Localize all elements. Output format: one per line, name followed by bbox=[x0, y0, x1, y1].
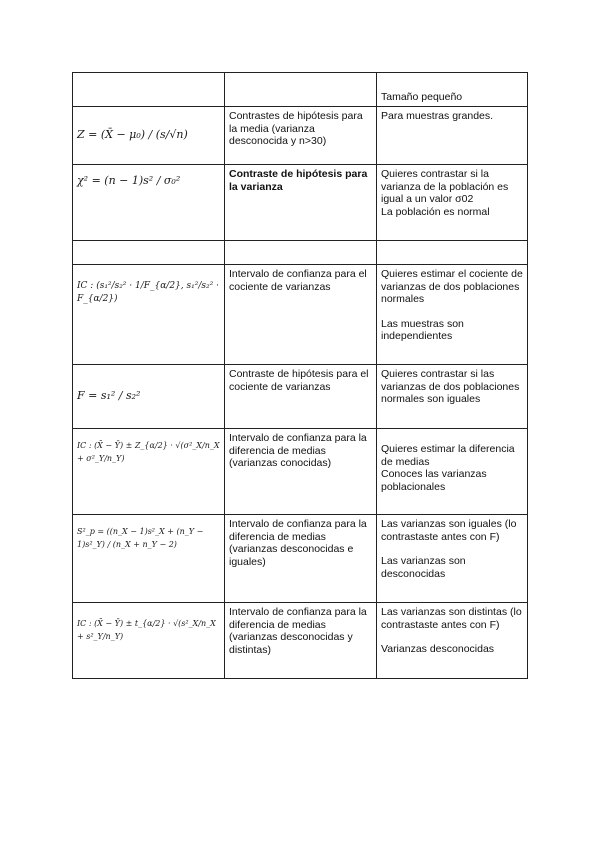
table-row bbox=[73, 73, 528, 107]
formula-ic-variance-ratio: IC : (s₁²/s₂² · 1/F_{α/2}, s₁²/s₂² · F_{α/2}) bbox=[77, 281, 219, 304]
description-cell bbox=[225, 265, 377, 365]
formula-pooled-variance: S²_p = ((n_X − 1)s²_X + (n_Y − 1)s²_Y) / (n_X + n_Y − 2) bbox=[77, 527, 204, 549]
notes-text: Varianzas desconocidas bbox=[381, 643, 495, 655]
description-cell bbox=[225, 107, 377, 165]
formula-cell bbox=[73, 365, 225, 429]
formula-ic-means-known: IC : (X̄ − Ȳ) ± Z_{α/2} · √(σ²_X/n_X + σ²_Y/n_Y) bbox=[77, 441, 220, 463]
notes-text: Quieres contrastar si las varianzas de dos poblaciones normales son iguales bbox=[381, 368, 520, 405]
formula-ic-means-unknown: IC : (X̄ − Ȳ) ± t_{α/2} · √(s²_X/n_X + s²_Y/n_Y) bbox=[77, 619, 216, 641]
description-cell bbox=[225, 429, 377, 515]
notes-text: Quieres contrastar si la varianza de la población es igual a un valor σ02 bbox=[381, 168, 509, 205]
formula-cell bbox=[73, 429, 225, 515]
table-row bbox=[73, 515, 528, 603]
description-text: Intervalo de confianza para la diferencia de medias (varianzas desconocidas y distintas) bbox=[229, 606, 367, 656]
notes-text: Quieres estimar la diferencia de medias bbox=[381, 443, 515, 468]
description-cell bbox=[225, 515, 377, 603]
notes-text: Para muestras grandes. bbox=[381, 110, 494, 122]
notes-cell bbox=[377, 165, 528, 241]
notes-text: Tamaño pequeño bbox=[381, 90, 463, 103]
notes-cell bbox=[377, 515, 528, 603]
table-row bbox=[73, 603, 528, 679]
description-cell bbox=[225, 241, 377, 265]
notes-cell bbox=[377, 241, 528, 265]
description-text: Intervalo de confianza para el cociente de varianzas bbox=[229, 268, 367, 293]
formula-f: F = s₁² / s₂² bbox=[77, 389, 141, 403]
formula-z: Z = (X̄ − μ₀) / (s/√n) bbox=[77, 128, 188, 142]
formula-cell bbox=[73, 107, 225, 165]
description-cell bbox=[225, 603, 377, 679]
notes-text: Las varianzas son iguales (lo contrastaste antes con F) bbox=[381, 518, 517, 543]
description-text: Contraste de hipótesis para el cociente de varianzas bbox=[229, 368, 369, 393]
description-cell bbox=[225, 365, 377, 429]
formula-table bbox=[72, 72, 528, 679]
formula-cell bbox=[73, 265, 225, 365]
table-row bbox=[73, 241, 528, 265]
notes-text: Las muestras son independientes bbox=[381, 317, 464, 342]
notes-text: Quieres estimar el cociente de varianzas de dos poblaciones normales bbox=[381, 268, 523, 305]
description-text: Intervalo de confianza para la diferencia de medias (varianzas desconocidas e iguales) bbox=[229, 518, 367, 568]
notes-text: Las varianzas son distintas (lo contrastaste antes con F) bbox=[381, 606, 522, 631]
notes-cell bbox=[377, 107, 528, 165]
formula-cell bbox=[73, 165, 225, 241]
notes-cell bbox=[377, 265, 528, 365]
notes-text: Las varianzas son desconocidas bbox=[381, 555, 466, 580]
formula-cell bbox=[73, 241, 225, 265]
notes-cell bbox=[377, 365, 528, 429]
formula-cell bbox=[73, 515, 225, 603]
formula-cell bbox=[73, 73, 225, 107]
notes-cell bbox=[377, 429, 528, 515]
formula-cell bbox=[73, 603, 225, 679]
notes-text: Conoces las varianzas poblacionales bbox=[381, 468, 487, 493]
description-text: Contraste de hipótesis para la varianza bbox=[229, 168, 368, 193]
description-cell bbox=[225, 165, 377, 241]
notes-cell bbox=[377, 603, 528, 679]
table-row bbox=[73, 107, 528, 165]
table-row bbox=[73, 265, 528, 365]
notes-cell bbox=[377, 73, 528, 107]
description-text: Contrastes de hipótesis para la media (varianza desconocida y n>30) bbox=[229, 110, 363, 147]
description-cell bbox=[225, 73, 377, 107]
table-row bbox=[73, 365, 528, 429]
notes-text: La población es normal bbox=[381, 205, 490, 218]
table-row bbox=[73, 429, 528, 515]
description-text: Intervalo de confianza para la diferencia de medias (varianzas conocidas) bbox=[229, 432, 367, 469]
table-row bbox=[73, 165, 528, 241]
formula-chi-square: χ² = (n − 1)s² / σ₀² bbox=[77, 174, 181, 187]
